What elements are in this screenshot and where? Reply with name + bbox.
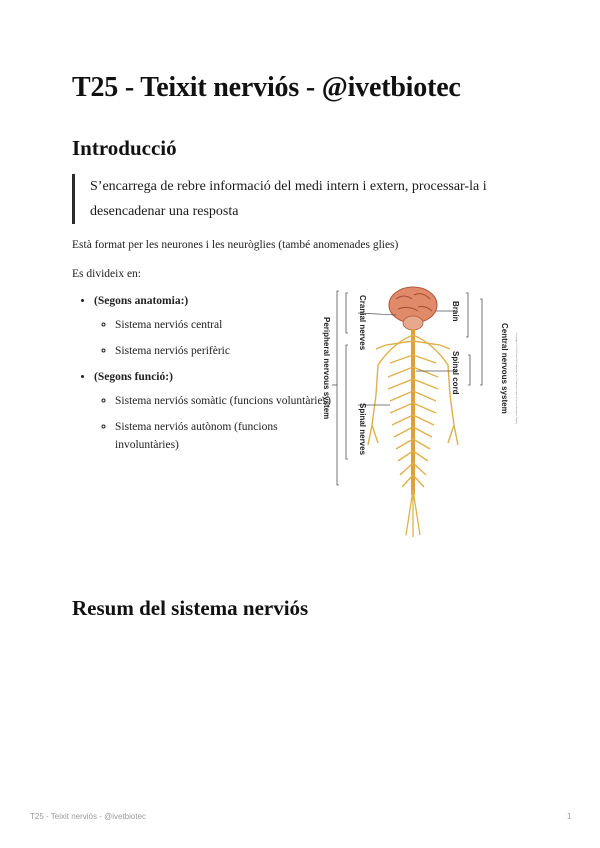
figure-copyright: Copyright © The McGraw-Hill Companies, Inc. Permission required for reproduction or display. bbox=[515, 333, 517, 425]
classification-list bbox=[72, 292, 334, 462]
quote-line-1: S’encarrega de rebre informació del medi intern i extern, processar-la i bbox=[90, 179, 487, 194]
page-title: T25 - Teixit nerviós - @ivetbiotec bbox=[72, 72, 461, 103]
label-central-nervous-system: Central nervous system bbox=[500, 323, 509, 414]
list-item: ◦ Sistema nerviós somàtic (funcions voluntàries) bbox=[115, 392, 334, 410]
sublist-function bbox=[94, 392, 334, 454]
sublist-anatomy bbox=[94, 316, 334, 360]
heading-introduccio: Introducció bbox=[72, 136, 177, 160]
label-brain: Brain bbox=[451, 301, 460, 322]
list-item: ◦ Sistema nerviós perifèric bbox=[115, 342, 334, 360]
page-number: 1 bbox=[567, 812, 572, 821]
label-spinal-nerves: Spinal nerves bbox=[358, 403, 367, 456]
heading-resum: Resum del sistema nerviós bbox=[72, 596, 309, 620]
label-peripheral-nervous-system: Peripheral nervous system bbox=[322, 317, 331, 420]
paragraph-divides: Es divideix en: bbox=[72, 268, 141, 280]
quote-line-2: desencadenar una resposta bbox=[90, 204, 239, 219]
label-spinal-cord: Spinal cord bbox=[451, 351, 460, 395]
list-label-function: • (Segons funció:) bbox=[94, 371, 173, 383]
paragraph-composition: Està format per les neurones i les neuròglies (també anomenades glies) bbox=[72, 239, 399, 251]
list-item: ◦ Sistema nerviós central bbox=[115, 316, 334, 334]
intro-quote bbox=[72, 174, 550, 224]
nervous-system-figure bbox=[318, 285, 526, 543]
list-item: ◦ Sistema nerviós autònom (funcions involuntàries) bbox=[115, 418, 334, 454]
footer-title: T25 - Teixit nerviós - @ivetbiotec bbox=[30, 812, 147, 821]
nervous-system-diagram bbox=[318, 285, 526, 543]
label-cranial-nerves: Cranial nerves bbox=[358, 295, 367, 351]
list-item-anatomy bbox=[94, 292, 334, 360]
list-label-anatomy: • (Segons anatomia:) bbox=[94, 295, 189, 307]
list-item-function bbox=[94, 368, 334, 454]
